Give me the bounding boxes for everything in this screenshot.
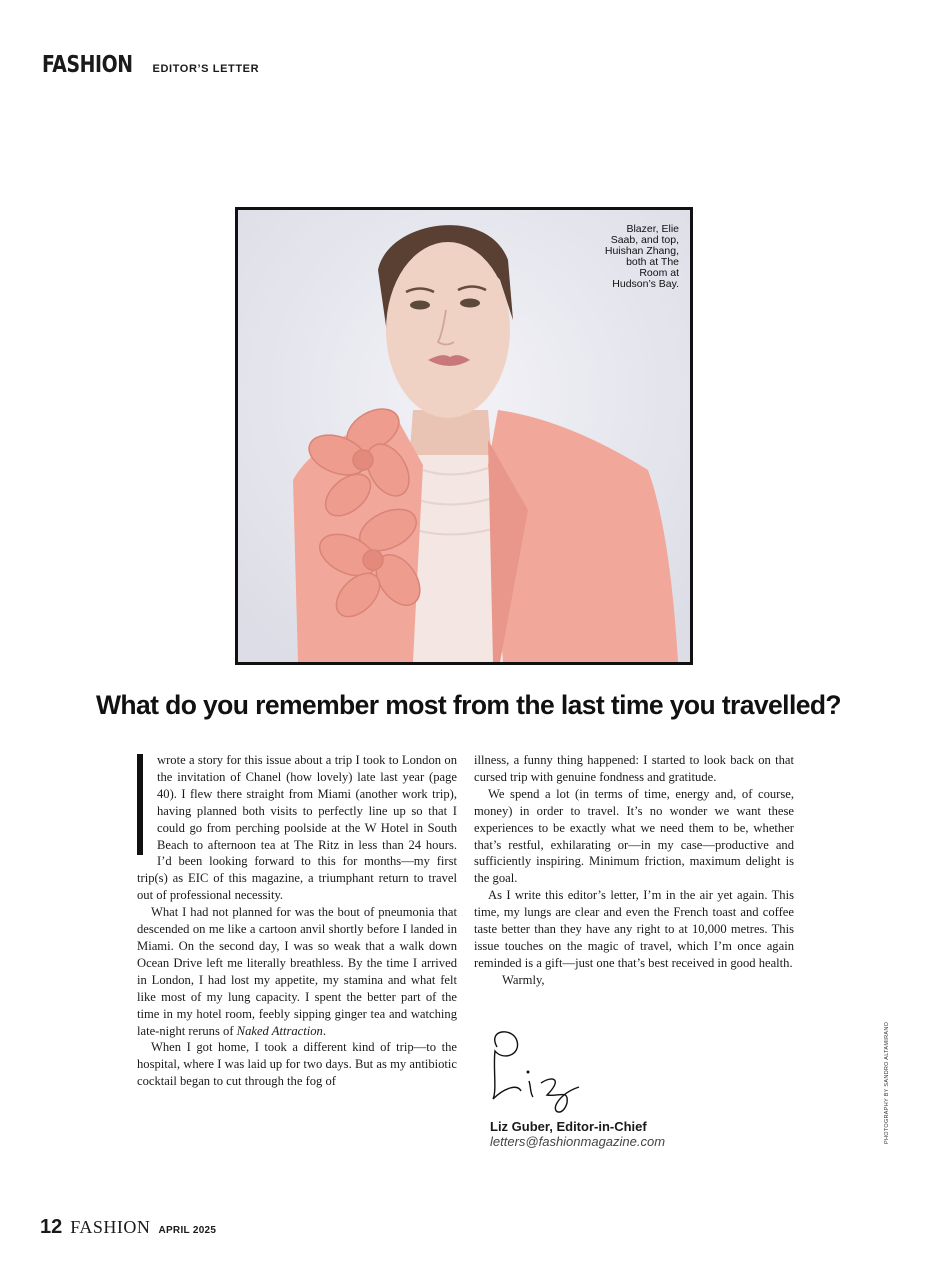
body-paragraph: As I write this editor’s letter, I’m in the air yet again. This time, my lungs are clear and even the French toast and coffee taste better than they have any right to at 10,000 metres. This issue touches on the magic of travel, which I’m once again reminded is a gift—just one that’s best received in good health. xyxy=(474,888,794,970)
body-column-left xyxy=(137,752,457,1090)
signature-image xyxy=(483,1027,583,1119)
page-footer xyxy=(40,1216,216,1239)
signer-name: Liz Guber, Editor-in-Chief xyxy=(490,1119,647,1134)
article-headline: What do you remember most from the last time you travelled? xyxy=(95,690,842,720)
photo-caption: Blazer, Elie Saab, and top, Huishan Zhang, both at The Room at Hudson’s Bay. xyxy=(604,223,679,290)
signer-email[interactable]: letters@fashionmagazine.com xyxy=(490,1134,666,1149)
body-paragraph: When I got home, I took a different kind of trip—to the hospital, where I was laid up for two days. But as my antibiotic cocktail began to cut through the fog of xyxy=(137,1040,457,1089)
show-title: Naked Attraction xyxy=(236,1023,323,1038)
page-header xyxy=(42,52,259,78)
body-paragraph: What I had not planned for was the bout of pneumonia that descended on me like a cartoon anvil shortly before I landed in Miami. On the second day, I was so weak that a walk down Ocean Drive left me literally breathless. By the time I arrived in London, I had lost my appetite, my stamina and what felt like most of my lung capacity. I spent the better part of the time in my hotel room, feebly sipping ginger tea and watching late-night reruns of Naked Attraction. xyxy=(137,905,457,1038)
editor-portrait xyxy=(235,207,693,665)
body-paragraph: illness, a funny thing happened: I started to look back on that cursed trip with genuine fondness and gratitude. xyxy=(474,753,794,784)
page-number: 12 xyxy=(40,1216,63,1238)
sign-off: Warmly, xyxy=(502,972,545,987)
body-paragraph: We spend a lot (in terms of time, energy and, of course, money) in order to travel. It’s no wonder we want these experiences to be exactly what we need them to be, whether that’s restful, exhilarating or—in my case—productive and sufficiently inspiring. Minimum friction, maximum delight is the goal. xyxy=(474,786,794,886)
signer-block xyxy=(490,1119,665,1149)
footer-brand: FASHION xyxy=(70,1217,151,1237)
body-column-right xyxy=(474,752,794,989)
dropcap-i xyxy=(137,754,143,855)
photo-credit: PHOTOGRAPHY BY SANDRO ALTAMIRANO xyxy=(884,1021,890,1144)
issue-date: APRIL 2025 xyxy=(158,1225,217,1236)
section-label: EDITOR’S LETTER xyxy=(152,63,260,75)
body-paragraph: wrote a story for this issue about a trip I took to London on the invitation of Chanel (how lovely) late last year (page 40). I flew there straight from Miami (another work trip), having planned both visits to perfectly line up so that I could go from perching poolside at the W Hotel in South Beach to afternoon tea at The Ritz in less than 24 hours. I’d been looking forward to this for months—my first trip(s) as EIC of this magazine, a triumphant return to travel out of professional necessity. xyxy=(137,753,457,903)
header-brand: FASHION xyxy=(42,52,133,78)
